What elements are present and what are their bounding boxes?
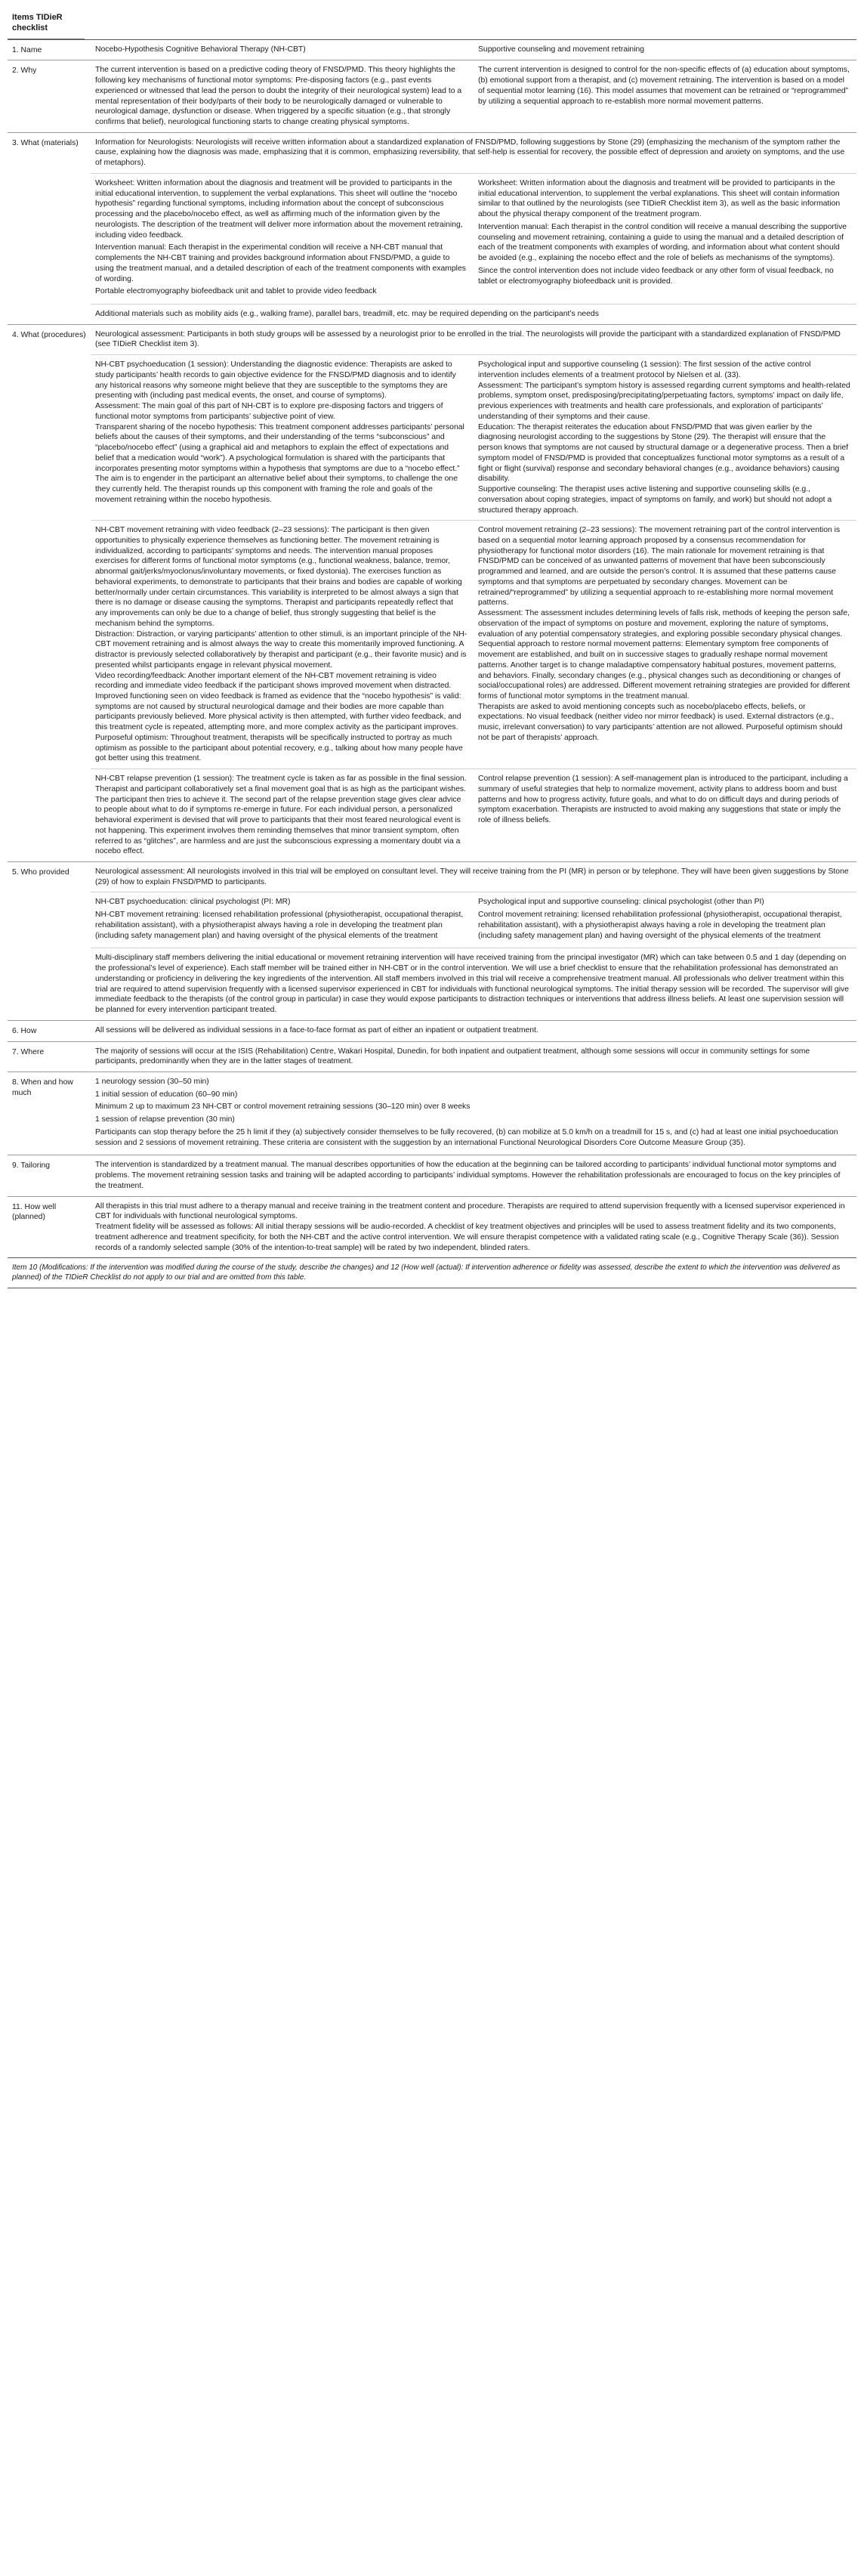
tailoring-text: The intervention is standardized by a treatment manual. The manual describes opportunities of how the education at the beginning can be tailored according to participants’ individual functional motor symptoms and problems. The movement retraining session tasks and training will be adapted according to participants’ individual symptoms. However the rehabilitation professionals are encouraged to focus on the key principles of the treatment. xyxy=(95,1161,841,1190)
how-well-text: All therapists in this trial must adhere to a therapy manual and receive training in the treatment content and procedure. Therapists are required to attend supervision frequently with a licensed supervisor experienced in CBT for individuals with functional neurological symptoms. Treatment fidelity will be assessed as follows: All initial therapy sessions will be audio-recorded. A checklist of key treatment objectives and principles will be used to assess treatment fidelity and its two components, treatment adherence and treatment specificity, for both the NH-CBT and the active control intervention. We will ensure therapist competence with a validated rating scale (e.g., Cognitive Therapy Scale (36)). Session records of a randomly selected sample (30% of the intention-to-treat sample) will be rated by two independent, blinded raters. xyxy=(95,1201,845,1252)
when-line: Participants can stop therapy before the 25 h limit if they (a) subjectively consider themselves to be fully recovered, (b) can mobilize at 5.0 km/h on a treadmill for 15 s, and (c) had at least one initial psychoeducation session and 2 sessions of movement retraining. These criteria are consistent with the suggestion by an international Functional Neurological Disorders Core Outcome Measure Group (35). xyxy=(95,1127,838,1147)
row-label: 6. How xyxy=(12,1026,37,1035)
when-line: 1 session of relapse prevention (30 min) xyxy=(95,1115,235,1124)
procedures-psy-right: Psychological input and supportive counseling (1 session): The first session of the active control intervention includes elements of a treatment protocol by Nielsen et al. (33). Assessment: The participant’s symptom history is assessed regarding current symptoms and health-related problems, symptom onset, predisposing/precipitating/perpetuating factors, symptoms’ impact on daily life, previous experiences with treatments and health care professionals, and exploration of participants’ understanding of their symptoms and their cause. Education: The therapist reiterates the education about FNSD/PMD that was given earlier by the diagnosing neurologist according to the suggestions by Stone (29). The therapist will ensure that the person knows that symptoms are not caused by structural damage or a degenerative process. Then a brief symptom model of FNSD/PMD is provided that conceptualizes functional motor symptoms as a result of a fight or flight (survival) response and secondary behavioral changes (e.g., avoidance behaviors) causing disability. Supportive counseling: The therapist uses active listening and supportive counseling skills (e.g., conversation about coping strategies, impact of symptoms on family, and work) but should not adopt a structured therapy approach. xyxy=(478,360,850,515)
who-move-left: NH-CBT movement retraining: licensed rehabilitation professional (physiotherapist, occupational therapist, rehabilitation assistant), with a physiotherapist always having a role in developing the treatment plan (including safety management plan) and having oversight of the physical elements of the treatment xyxy=(95,911,464,940)
row-label: 9. Tailoring xyxy=(12,1161,51,1170)
row-how xyxy=(8,1020,856,1041)
where-text: The majority of sessions will occur at the ISIS (Rehabilitation) Centre, Wakari Hospital, Dunedin, for both inpatient and outpatient treatment, although some sessions will occur in community settings for some participants, predominantly when they are in the latter stages of treatment. xyxy=(95,1047,810,1066)
name-left: Nocebo-Hypothesis Cognitive Behavioral Therapy (NH-CBT) xyxy=(95,45,306,54)
procedures-relapse-left: NH-CBT relapse prevention (1 session): The treatment cycle is taken as far as possible in the final session. Therapist and participant collaboratively set a final movement goal that is as high as the participant wishes. The participant then tries to achieve it. The second part of the relapse prevention stage gives clear advice to people about what to do if symptoms re-emerge in future. For each individual person, a personalized behavioral experiment is devised that will prove to participants that their most feared neurological event is not happening. This experiment involves them reminding themselves that minor transient symptom, often referred to as “glitches”, are harmless and are just the subconscious expressing a momentary doubt via a nocebo effect. xyxy=(95,775,467,856)
row-tailoring xyxy=(8,1155,856,1195)
when-line: Minimum 2 up to maximum 23 NH-CBT or control movement retraining sessions (30–120 min) over 8 weeks xyxy=(95,1102,471,1112)
materials-manual-right: Intervention manual: Each therapist in the control condition will receive a manual describing the supportive counseling and movement retraining, containing a guide to using the manual and a detailed description of each of the treatment components with examples of wording, and information about what content should be avoided (e.g., explaining the nocebo effect and the role of beliefs as mechanisms of the symptoms). xyxy=(478,222,847,263)
row-label: 5. Who provided xyxy=(12,868,69,877)
procedures-relapse-right: Control relapse prevention (1 session): A self-management plan is introduced to the participant, including a summary of useful strategies that help to normalize movement, activity plans to address boom and bust patterns and how to progress activity, future goals, and what to do on difficult days and during periods of symptom exacerbation. Therapists are instructed to avoid making any suggestions that state or imply the role of illness beliefs. xyxy=(478,775,848,825)
procedures-neuro: Neurological assessment: Participants in both study groups will be assessed by a neurologist prior to be enrolled in the trial. The neurologists will provide the participant with a standardized explanation of FNSD/PMD (see TIDieR Checklist item 3). xyxy=(95,329,841,349)
materials-worksheet-right: Worksheet: Written information about the diagnosis and treatment will be provided to participants in the initial educational intervention, to supplement the verbal explanations. This sheet will contain information similar to that outlined by the neurologists (see TIDieR Checklist item 3), as well as the basic information about the physical therapy component of the treatment program. xyxy=(478,178,841,219)
who-staff: Multi-disciplinary staff members delivering the initial educational or movement retraining intervention will have received training from the principal investigator (MR) which can take between 0.5 and 1 day (depending on the professional’s level of experience). Each staff member will be trained either in NH-CBT or in the control intervention. We will use a brief checklist to ensure that the rehabilitation professional has demonstrated an understanding or proficiency in delivering the key ingredients of the intervention. All staff members involved in this trial will receive a comprehensive treatment manual. All professionals who deliver treatment within this trial are required to attend supervision frequently with a licensed supervisor experienced in CBT for individuals with functional neurological symptoms. The initial therapy session will be recorded. The supervisor will give immediate feedback to the therapists (of the control group in particular) in case they would expose participants to distraction techniques or interventions that address illness beliefs. At least one supervision session will be planned for every intervention participant treated. xyxy=(91,948,856,1019)
row-how-well xyxy=(8,1196,856,1258)
row-where xyxy=(8,1041,856,1072)
row-label: 2. Why xyxy=(12,66,37,76)
row-what-materials xyxy=(8,132,856,324)
table-footnote: Item 10 (Modifications: If the intervention was modified during the course of the study, describe the changes) and 12 (How well (actual): If intervention adherence or fidelity was assessed, describe the extent to which the intervention was delivered as planned) of the TIDieR Checklist do not apply to our trial and are omitted from this table. xyxy=(8,1257,856,1288)
row-when xyxy=(8,1072,856,1155)
materials-emg-right: Since the control intervention does not include video feedback or any other form of visual feedback, no tablet or electromyography biofeedback unit is provided. xyxy=(478,266,834,286)
who-move-right: Control movement retraining: licensed rehabilitation professional (physiotherapist, occupational therapist, rehabilitation assistant), with a physiotherapist always having a role in developing the treatment plan (including safety management plan) and having oversight of the physical elements of the treatment xyxy=(478,911,842,940)
table-header: Items TIDieR checklist xyxy=(8,6,85,39)
tidier-table xyxy=(8,6,856,1288)
row-label: 7. Where xyxy=(12,1047,45,1056)
materials-worksheet-left: Worksheet: Written information about the diagnosis and treatment will be provided to participants in the initial educational intervention, to supplement the verbal explanations. This sheet will outline the “nocebo hypothesis” regarding functional symptoms, including information about the concept of subconscious processing and the placebo/nocebo effect, as well as affirming much of the information given by the neurologists. The description of the treatment will deliver more information about the movement retraining, including video feedback. xyxy=(95,178,463,240)
row-why xyxy=(8,60,856,131)
procedures-move-left: NH-CBT movement retraining with video feedback (2–23 sessions): The participant is then given opportunities to physically experience themselves as functioning better. The movement retraining is individualized, according to participants’ symptoms and needs. The intervention manual proposes exercises for different forms of functional motor symptoms (e.g., functional weakness, balance, tremor, abnormal gait/jerks/myoclonus/involuntary movements, or fixed dystonia). The exercises function as behavioral experiments, to demonstrate to participants that their brains and bodies are capable of working better/normally under certain circumstances. This variability is interpreted to be almost always a sign that there is no damage or disease causing the symptoms. Therapist and participants repeatedly reflect that any improvements can only be due to a change of belief, thus strongly suggesting that belief is the mechanism behind the symptoms. Distraction: Distraction, or varying participants’ attention to other stimuli, is an important principle of the NH-CBT movement retraining and is almost always the way to create this momentarily improved functioning. A distractor is previously selected collaboratively by therapist and participant (e.g., their favorite music) and is presented whilst participants engage in relevant physical movement. Video recording/feedback: Another important element of the NH-CBT movement retraining is video recording and immediate video feedback if the participant shows improved movement when distracted. Improved functioning seen on video feedback is framed as evidence that the “nocebo hypothesis” is valid: symptoms are not caused by structural neurological damage and their bodies are more capable than participants previously believed. More physical activity is then attempted, with further video feedback, and this treatment cycle is repeated, attempting more, and more complex activity as the participant improves. Purposeful optimism: Throughout treatment, therapists will be specifically instructed to portray as much optimism as possible to the participant about potential recovery, e.g., talking about how many people have got better using this treatment. xyxy=(95,526,467,763)
who-neuro: Neurological assessment: All neurologists involved in this trial will be employed on consultant level. They will receive training from the PI (MR) in person or by telephone. They will have been given suggestions by Stone (29) of how to explain FNSD/PMD to participants. xyxy=(95,867,849,886)
row-what-procedures xyxy=(8,324,856,861)
why-right: The current intervention is designed to control for the non-specific effects of (a) education about symptoms, (b) emotional support from a therapist, and (c) movement retraining. The intervention is based on a model of sequential motor learning (16). This model assumes that movement can be retrained or “reprogrammed” by utilizing a sequential approach to re-establish more normal movement patterns. xyxy=(478,66,850,106)
procedures-psy-left: NH-CBT psychoeducation (1 session): Understanding the diagnostic evidence: Therapists are asked to study participants’ health records to gain objective evidence for the FNSD/PMD diagnosis and to identify any historical reasons why someone might believe that they are susceptible to the symptoms they are presenting with (including past medical events, the onset, and course of symptoms). Assessment: The main goal of this part of NH-CBT is to explore pre-disposing factors and triggers of functional motor symptoms from participants’ subjective point of view. Transparent sharing of the nocebo hypothesis: This treatment component addresses participants’ personal beliefs about the causes of their symptoms, and their understanding of the terms “subconscious” and “placebo/nocebo effect” (using a graphical aid and metaphors to explain the effect of expectations and belief that a medication would “work”). A psychological formulation is shared with the participants that incorporates presenting motor symptoms within a hypothesis that symptoms are due to a “nocebo effect.” The aim is to engender in the participant an alternative belief about their symptoms, to challenge the one they currently held. The therapist rounds up this component with framing the role and goals of the movement retraining within the nocebo hypothesis. xyxy=(95,360,464,504)
row-label: 3. What (materials) xyxy=(12,138,79,147)
procedures-move-right: Control movement retraining (2–23 sessions): The movement retraining part of the control intervention is based on a sequential motor learning approach proposed by a consensus recommendation for physiotherapy for functional motor disorders (16). The main rationale for movement retraining is that FNSD/PMD can be conceived of as unwanted patterns of movement that have been subconsciously programmed and learned, and are outside the person’s control. It is assumed that these patterns cause symptoms and that symptoms are perpetuated by secondary changes. Movement can be retrained/“reprogrammed” by utilizing a sequential approach to re-establishing more normal movement patterns. Assessment: The assessment includes determining levels of falls risk, methods of keeping the person safe, observation of the impact of symptoms on posture and movement, exploring the nature of symptoms, evaluation of any potential compensatory strategies, and exploring possible secondary physical changes. Sequential approach to restore normal movement patterns: Elementary symptom free components of movement are established, and built on in successive stages to gradually reshape normal movement patterns. Another target is to change maladaptive compensatory habitual postures, movement patterns, and behaviors. Finally, secondary changes (e.g., physical changes such as deconditioning or changes of social/occupational roles) are addressed. Different movement retraining strategies are provided for different forms of functional motor symptoms in the treatment manual. Therapists are asked to avoid mentioning concepts such as nocebo/placebo effects, beliefs, or expectations. No visual feedback (neither video nor mirror feedback) is used. External distractors (e.g., music, irrelevant conversation) to vary participants’ attention are not allowed. Purposeful optimism should not be part of therapists’ approach. xyxy=(478,526,850,742)
how-text: All sessions will be delivered as individual sessions in a face-to-face format as part of either an inpatient or outpatient treatment. xyxy=(95,1025,538,1034)
row-label: 4. What (procedures) xyxy=(12,330,86,339)
row-who-provided xyxy=(8,861,856,1020)
who-psy-left: NH-CBT psychoeducation: clinical psychologist (PI: MR) xyxy=(95,898,291,907)
materials-aids: Additional materials such as mobility aids (e.g., walking frame), parallel bars, treadmill, etc. may be required depending on the participant’s needs xyxy=(91,304,856,324)
name-right: Supportive counseling and movement retraining xyxy=(478,45,645,54)
materials-emg-left: Portable electromyography biofeedback unit and tablet to provide video feedback xyxy=(95,287,377,296)
who-psy-right: Psychological input and supportive counseling: clinical psychologist (other than PI) xyxy=(478,898,764,907)
row-name xyxy=(8,39,856,60)
row-label: 1. Name xyxy=(12,45,42,54)
why-left: The current intervention is based on a predictive coding theory of FNSD/PMD. This theory highlights the following key mechanisms of functional motor symptoms: Pre-disposing factors (e.g., past events experienced or witnessed that lead the person to doubt the integrity of their neurological system) lead to a mental representation of their body/parts of their body to be neurologically damaged or vulnerable to neurological damage, dysfunction or disease. When triggered by a specific situation (e.g., that strongly confirms that belief), neurological functioning starts to change creating physical symptoms. xyxy=(95,66,462,126)
materials-manual-left: Intervention manual: Each therapist in the experimental condition will receive a NH-CBT manual that complements the NH-CBT training and provides background information about FNSD/PMD, a guide to using the treatment manual, and a detailed description of each of the treatment components with examples of wording. xyxy=(95,243,466,283)
row-label: 11. How well (planned) xyxy=(12,1202,57,1222)
when-line: 1 neurology session (30–50 min) xyxy=(95,1078,209,1087)
when-line: 1 initial session of education (60–90 min) xyxy=(95,1090,238,1099)
row-label: 8. When and how much xyxy=(12,1078,73,1097)
materials-info: Information for Neurologists: Neurologists will receive written information about a standardized explanation of FNSD/PMD, following suggestions by Stone (29) (emphasizing the mechanism of the symptom rather the cause, explaining how the diagnosis was made, emphasizing that it is common, emphasizing reversibility, that self-help is essential for recovery, the possible effect of depression and anxiety on symptoms, and the use of metaphors). xyxy=(95,138,845,168)
